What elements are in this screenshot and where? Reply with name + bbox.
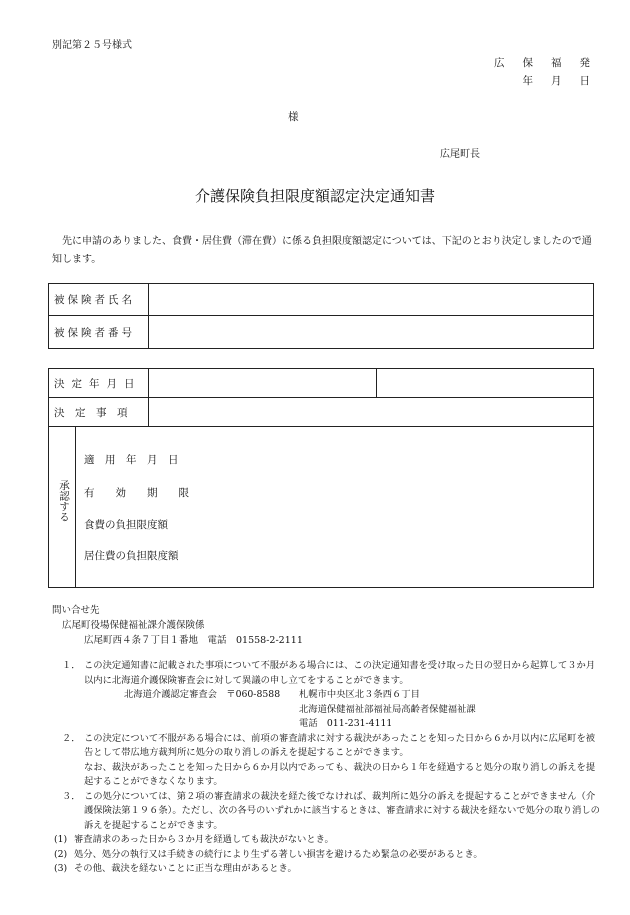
appeal-department: 北海道保健福祉部福祉局高齢者保健福祉課 bbox=[299, 703, 476, 715]
list-item bbox=[40, 862, 602, 877]
table-divider bbox=[376, 368, 377, 397]
decision-date-label: 決定年月日 bbox=[54, 378, 142, 390]
note-text: この処分については、第２項の審査請求の裁決を経た後でなければ、裁判所に処分の訴えを提起することができません（介護保険法第１９６条）。ただし、次の各号のいずれかに該当するときは、審査請求に対する裁決を経ないで処分の取り消しの訴えを提起することができます。 bbox=[84, 790, 600, 831]
table-divider bbox=[48, 315, 594, 316]
appeal-phone: 電話 011-231-4111 bbox=[299, 718, 393, 729]
sender-name: 広尾町長 bbox=[440, 149, 480, 160]
notes-section bbox=[54, 659, 602, 877]
approve-item-effective-date: 適 用 年 月 日 bbox=[84, 454, 179, 466]
list-item-text: 処分、処分の執行又は手続きの続行により生ずる著しい損害を避けるため緊急の必要があるとき。 bbox=[74, 848, 483, 860]
decision-matter-label: 決 定 事 項 bbox=[54, 407, 128, 419]
appeal-address bbox=[84, 688, 602, 732]
list-item-number: (2) bbox=[54, 848, 68, 860]
note-number: ２． bbox=[62, 732, 81, 744]
contact-address: 広尾町西４条７丁目１番地 電話 01558-2-2111 bbox=[84, 635, 303, 646]
approve-label: 承認する bbox=[58, 480, 70, 522]
approve-item-residence-limit: 居住費の負担限度額 bbox=[84, 550, 179, 562]
form-number: 別記第２５号様式 bbox=[52, 40, 132, 51]
contact-heading: 問い合せ先 bbox=[52, 605, 100, 616]
contact-office: 広尾町役場保健福祉課介護保険係 bbox=[62, 620, 205, 631]
document-number: 広保福発 bbox=[494, 57, 608, 69]
document-date: 年月日 bbox=[522, 75, 608, 87]
document-title: 介護保険負担限度額認定決定通知書 bbox=[194, 187, 435, 205]
note-1 bbox=[62, 659, 602, 732]
approve-item-expiry: 有 効 期 限 bbox=[84, 487, 189, 499]
list-item bbox=[40, 848, 602, 863]
table-divider bbox=[75, 426, 76, 588]
table-divider bbox=[48, 397, 594, 398]
recipient-honorific: 様 bbox=[288, 111, 299, 123]
list-item-number: (3) bbox=[54, 863, 68, 874]
list-item-text: 審査請求のあった日から３か月を経過しても裁決がないとき。 bbox=[74, 834, 334, 845]
note-2 bbox=[62, 732, 602, 790]
note-text: この決定について不服がある場合には、前項の審査請求に対する裁決があったことを知った日から６か月以内に広尾町を被告として帯広地方裁判所に処分の取り消しの訴えを提起することができます。 bbox=[84, 732, 596, 758]
table-divider bbox=[148, 368, 149, 426]
list-item-text: その他、裁決を経ないことに正当な理由があるとき。 bbox=[74, 863, 297, 874]
note-number: ３． bbox=[62, 790, 81, 802]
insured-name-label: 被保険者氏名 bbox=[54, 294, 135, 306]
list-item bbox=[40, 833, 602, 848]
table-divider bbox=[48, 426, 594, 427]
contact-block bbox=[52, 603, 303, 648]
note-3 bbox=[62, 790, 602, 834]
table-divider bbox=[148, 283, 149, 349]
note-text: この決定通知書に記載された事項について不服がある場合には、この決定通知書を受け取った日の翌日から起算して３か月以内に北海道介護保険審査会に対して異議の申し立てをすることができます。 bbox=[84, 660, 596, 686]
note-number: １． bbox=[62, 660, 81, 671]
insured-number-label: 被保険者番号 bbox=[54, 327, 135, 339]
appeal-address-line: 札幌市中央区北３条西６丁目 bbox=[299, 689, 420, 700]
list-item-number: (1) bbox=[54, 834, 68, 845]
appeal-org: 北海道介護認定審査会 〒060-8588 bbox=[124, 689, 281, 700]
intro-paragraph: 先に申請のありました、食費・居住費（滞在費）に係る負担限度額認定については、下記のとおり決定しましたので通知します。 bbox=[52, 236, 592, 265]
approve-item-meal-limit: 食費の負担限度額 bbox=[84, 519, 168, 531]
note-subtext: なお、裁決があったことを知った日から６か月以内であっても、裁決の日から１年を経過すると処分の取り消しの訴えを提起することができなくなります。 bbox=[84, 761, 596, 787]
